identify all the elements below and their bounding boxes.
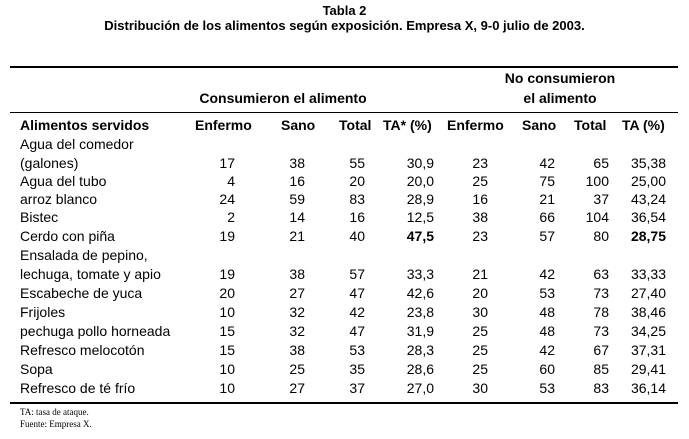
table-cell: 73 — [593, 323, 609, 339]
table-cell: 20 — [219, 285, 235, 301]
table-cell: 33,3 — [406, 266, 434, 282]
table-cell: 53 — [539, 285, 555, 301]
table-cell: 57 — [539, 228, 555, 244]
table-cell: 43,24 — [630, 191, 666, 207]
table-cell: 20,0 — [406, 173, 434, 189]
table-cell: 75 — [539, 173, 555, 189]
table-cell: 31,9 — [406, 323, 434, 339]
table-cell: 28,6 — [406, 361, 434, 377]
food-name: Frijoles — [20, 304, 66, 320]
table-cell: 28,3 — [406, 342, 434, 358]
food-name: Agua del comedor — [20, 136, 134, 152]
table-cell: 21 — [472, 266, 488, 282]
table-cell: 104 — [585, 209, 609, 225]
column-header: Enfermo — [447, 117, 504, 133]
food-name: (galones) — [20, 155, 79, 171]
food-name: Escabeche de yuca — [20, 285, 143, 301]
food-name: Sopa — [20, 361, 53, 377]
table-cell: 30,9 — [406, 155, 434, 171]
table-cell: 32 — [289, 323, 305, 339]
table-cell: 10 — [219, 361, 235, 377]
table-cell: 29,41 — [630, 361, 666, 377]
table-cell: 25 — [472, 173, 488, 189]
food-name: pechuga pollo horneada — [20, 323, 171, 339]
table-cell: 85 — [593, 361, 609, 377]
table-cell: 25,00 — [630, 173, 666, 189]
table-cell: 25 — [472, 342, 488, 358]
column-header: Sano — [281, 117, 316, 133]
table-cell: 27,0 — [406, 380, 434, 396]
food-name: Refresco melocotón — [20, 342, 145, 358]
table-cell: 33,33 — [630, 266, 666, 282]
column-header: TA* (%) — [383, 117, 432, 133]
table-cell: 55 — [349, 155, 365, 171]
rule-top — [10, 66, 678, 68]
table-cell: 14 — [289, 209, 305, 225]
table-cell: 32 — [289, 304, 305, 320]
table-cell: 36,54 — [630, 209, 666, 225]
table-cell: 23 — [472, 155, 488, 171]
table-cell: 42 — [349, 304, 365, 320]
table-cell: 12,5 — [406, 209, 434, 225]
table-cell: 2 — [227, 209, 235, 225]
table-cell: 48 — [539, 323, 555, 339]
table-cell: 47 — [349, 323, 365, 339]
table-cell: 57 — [349, 266, 365, 282]
table-cell: 38 — [289, 266, 305, 282]
table-cell: 38 — [289, 155, 305, 171]
food-name: arroz blanco — [20, 191, 98, 207]
table-cell: 25 — [289, 361, 305, 377]
food-name: Agua del tubo — [20, 173, 107, 189]
column-header: Alimentos servidos — [20, 117, 150, 133]
table-cell: 38 — [289, 342, 305, 358]
table-cell: 17 — [219, 155, 235, 171]
food-name: Bistec — [20, 209, 59, 225]
group-header-not-consumed-line2: el alimento — [523, 90, 597, 106]
table-cell: 21 — [539, 191, 555, 207]
table-cell: 47,5 — [406, 228, 434, 244]
table-cell: 80 — [593, 228, 609, 244]
table-cell: 27 — [289, 285, 305, 301]
rule-bottom — [10, 402, 678, 404]
table-cell: 78 — [593, 304, 609, 320]
table-cell: 42 — [539, 155, 555, 171]
table-cell: 4 — [227, 173, 235, 189]
table-cell: 24 — [219, 191, 235, 207]
footnote-ta: TA: tasa de ataque. — [20, 407, 89, 417]
table-cell: 23 — [472, 228, 488, 244]
table-cell: 38,46 — [630, 304, 666, 320]
table-cell: 25 — [472, 323, 488, 339]
table-cell: 37,31 — [630, 342, 666, 358]
table-cell: 66 — [539, 209, 555, 225]
table-cell: 16 — [289, 173, 305, 189]
table-cell: 73 — [593, 285, 609, 301]
table-cell: 35,38 — [630, 155, 666, 171]
column-header: Total — [339, 117, 372, 133]
table-cell: 100 — [585, 173, 609, 189]
table-cell: 10 — [219, 380, 235, 396]
table-cell: 65 — [593, 155, 609, 171]
column-header: Sano — [522, 117, 557, 133]
food-name: Ensalada de pepino, — [20, 247, 148, 263]
table-cell: 19 — [219, 266, 235, 282]
table-cell: 48 — [539, 304, 555, 320]
table-cell: 36,14 — [630, 380, 666, 396]
table-cell: 37 — [349, 380, 365, 396]
food-name: Cerdo con piña — [20, 228, 115, 244]
table-cell: 59 — [289, 191, 305, 207]
table-cell: 67 — [593, 342, 609, 358]
footnote-source: Fuente: Empresa X. — [20, 419, 92, 429]
table-cell: 20 — [472, 285, 488, 301]
table-cell: 83 — [349, 191, 365, 207]
food-name: lechuga, tomate y apio — [20, 266, 161, 282]
table-cell: 23,8 — [406, 304, 434, 320]
table-cell: 30 — [472, 304, 488, 320]
table-cell: 53 — [539, 380, 555, 396]
table-cell: 53 — [349, 342, 365, 358]
group-header-not-consumed-line1: No consumieron — [504, 70, 616, 86]
table-cell: 28,75 — [630, 228, 666, 244]
rule-subheader — [10, 112, 678, 113]
table-cell: 21 — [289, 228, 305, 244]
table-cell: 19 — [219, 228, 235, 244]
table-cell: 15 — [219, 323, 235, 339]
table-cell: 40 — [349, 228, 365, 244]
table-cell: 38 — [472, 209, 488, 225]
table-cell: 42 — [539, 342, 555, 358]
table-cell: 20 — [349, 173, 365, 189]
table-cell: 60 — [539, 361, 555, 377]
table-cell: 83 — [593, 380, 609, 396]
table-cell: 27 — [289, 380, 305, 396]
food-name: Refresco de té frío — [20, 380, 136, 396]
table-cell: 16 — [472, 191, 488, 207]
column-header: Total — [574, 117, 607, 133]
group-header-consumed: Consumieron el alimento — [199, 90, 367, 106]
table-cell: 16 — [349, 209, 365, 225]
table-cell: 35 — [349, 361, 365, 377]
table-cell: 27,40 — [630, 285, 666, 301]
table-subtitle: Distribución de los alimentos según exposición. Empresa X, 9-0 julio de 2003. — [104, 18, 585, 33]
table-cell: 28,9 — [406, 191, 434, 207]
table-cell: 34,25 — [630, 323, 666, 339]
table-cell: 42,6 — [406, 285, 434, 301]
table-cell: 25 — [472, 361, 488, 377]
table-cell: 37 — [593, 191, 609, 207]
table-cell: 30 — [472, 380, 488, 396]
table-cell: 47 — [349, 285, 365, 301]
column-header: Enfermo — [195, 117, 252, 133]
table-cell: 10 — [219, 304, 235, 320]
table-cell: 15 — [219, 342, 235, 358]
table-title: Tabla 2 — [322, 3, 367, 18]
table-cell: 63 — [593, 266, 609, 282]
column-header: TA (%) — [622, 117, 665, 133]
table-cell: 42 — [539, 266, 555, 282]
